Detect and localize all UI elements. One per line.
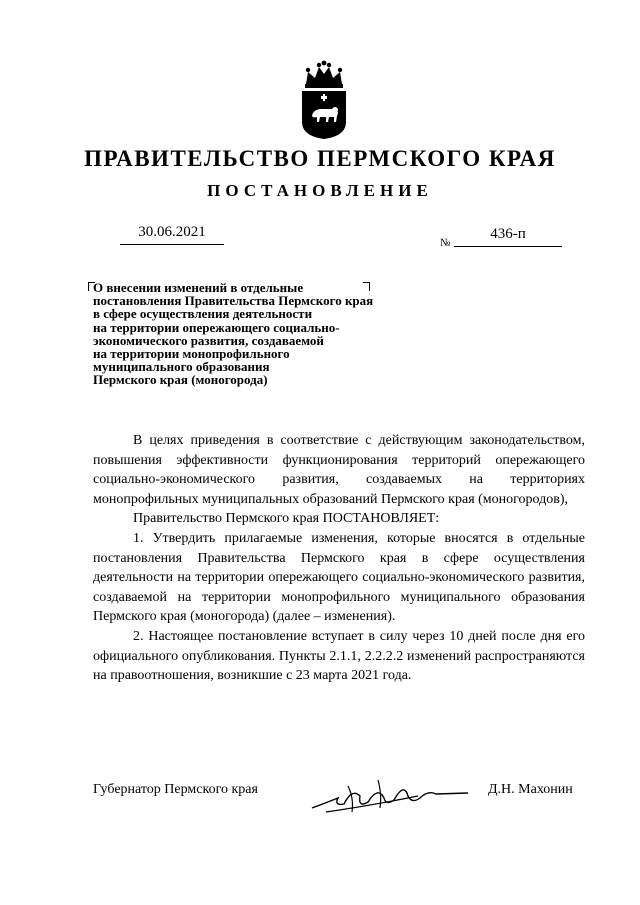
subject-line: Пермского края (моногорода) — [93, 372, 268, 388]
body-paragraph: В целях приведения в соответствие с действующим законодательством, повышения эффективности функционирования территорий опережающего социально-экономического развития, создаваемых на территориях монопрофильных муниципальных образований Пермского края (моногородов), — [93, 433, 585, 507]
body-paragraph: 2. Настоящее постановление вступает в силу через 10 дней после дня его официального опубликования. Пункты 2.1.1, 2.2.2.2 изменений распространяются на правоотношения, возникшие с 23 марта 2021 года. — [93, 628, 585, 684]
government-title: ПРАВИТЕЛЬСТВО ПЕРМСКОГО КРАЯ — [84, 146, 556, 171]
handwritten-signature-icon — [308, 768, 473, 818]
body-paragraph: 1. Утвердить прилагаемые изменения, которые вносятся в отдельные постановления Правительства Пермского края в сфере осуществления деятельности на территории опережающего социально-экономического развития, создаваемой на территории монопрофильного муниципального образования Пермского края (моногорода) (далее – изменения). — [93, 530, 585, 625]
signatory-name: Д.Н. Махонин — [488, 782, 573, 797]
number-label: № — [440, 237, 451, 249]
subject-line: постановления Правительства Пермского края — [93, 293, 374, 309]
signatory-title: Губернатор Пермского края — [93, 782, 258, 797]
document-number: 436-п — [454, 226, 562, 247]
perm-krai-emblem-icon — [296, 60, 352, 140]
subject-line: в сфере осуществления деятельности — [93, 306, 313, 322]
subject-line: О внесении изменений в отдельные — [93, 280, 304, 295]
body-paragraph: Правительство Пермского края ПОСТАНОВЛЯЕТ: — [133, 511, 440, 527]
document-type: ПОСТАНОВЛЕНИЕ — [207, 181, 433, 200]
subject-line: муниципального образования — [93, 359, 270, 375]
subject-line: на территории опережающего социально- — [93, 319, 340, 335]
subject-line: экономического развития, создаваемой — [93, 332, 324, 348]
document-body — [93, 431, 585, 686]
document-date: 30.06.2021 — [120, 224, 224, 245]
subject-line: на территории монопрофильного — [93, 346, 290, 362]
subject-block — [93, 281, 423, 387]
